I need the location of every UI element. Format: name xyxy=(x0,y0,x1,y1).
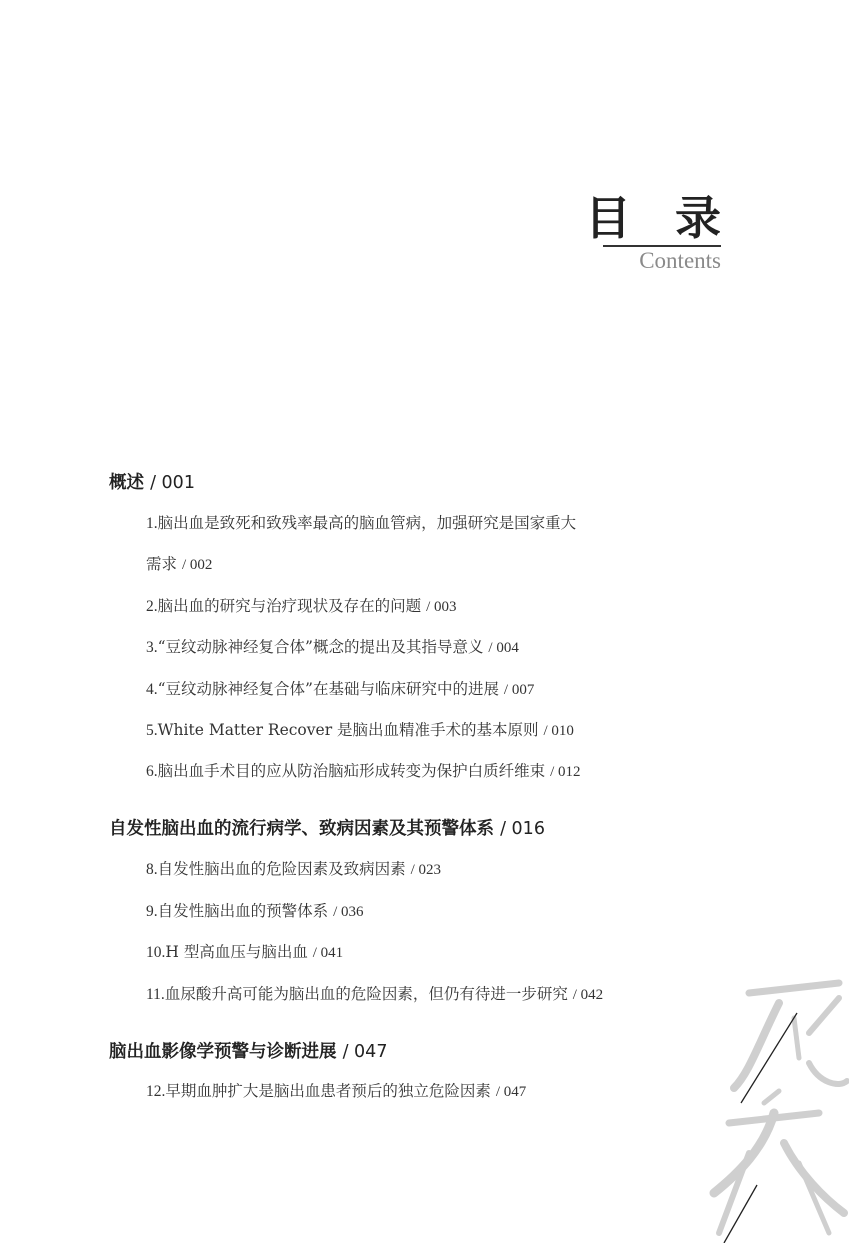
item-page: / 036 xyxy=(333,904,364,920)
item-page: / 007 xyxy=(503,682,535,698)
item-text: 脑出血的研究与治疗现状及存在的问题 xyxy=(157,597,422,615)
item-page: / 041 xyxy=(312,945,344,961)
item-page: / 012 xyxy=(550,764,581,780)
toc-section-3[interactable] xyxy=(109,1038,387,1063)
item-text: 自发性脑出血的危险因素及致病因素 xyxy=(157,860,406,878)
item-page: / 042 xyxy=(572,987,604,1003)
item-number: 6. xyxy=(146,763,158,780)
item-number: 8. xyxy=(146,861,158,878)
item-number: 9. xyxy=(146,903,158,920)
item-number: 12. xyxy=(146,1083,166,1100)
toc-section-2[interactable] xyxy=(109,815,545,840)
item-text: 需求 xyxy=(146,555,178,573)
item-page: / 002 xyxy=(181,557,213,573)
title-block xyxy=(584,191,735,245)
item-text: H 型高血压与脑出血 xyxy=(165,943,308,961)
item-text: 脑出血是致死和致残率最高的脑血管病，加强研究是国家重大 xyxy=(157,514,577,532)
item-text: 自发性脑出血的预警体系 xyxy=(157,902,329,920)
item-text: “豆纹动脉神经复合体”概念的提出及其指导意义 xyxy=(157,638,484,656)
toc-item[interactable] xyxy=(146,857,441,879)
item-number: 1. xyxy=(146,515,158,532)
item-text: White Matter Recover 是脑出血精准手术的基本原则 xyxy=(157,721,539,739)
toc-item[interactable] xyxy=(146,1079,526,1101)
item-page: / 023 xyxy=(410,862,441,878)
title-divider xyxy=(603,245,721,247)
toc-item[interactable] xyxy=(146,552,212,574)
item-page: / 004 xyxy=(488,640,519,656)
toc-item[interactable] xyxy=(146,635,519,657)
section-title: 概述 xyxy=(109,473,144,493)
section-page: / 047 xyxy=(342,1042,388,1062)
item-page: / 003 xyxy=(426,599,457,615)
toc-item[interactable] xyxy=(146,594,457,616)
item-page: / 010 xyxy=(543,723,574,739)
page-subtitle: Contents xyxy=(639,248,721,273)
item-text: 脑出血手术目的应从防治脑疝形成转变为保护白质纤维束 xyxy=(157,762,546,780)
section-page: / 001 xyxy=(150,473,195,493)
calligraphy-watermark-icon xyxy=(689,963,849,1243)
section-title: 自发性脑出血的流行病学、致病因素及其预警体系 xyxy=(109,819,494,839)
toc-item[interactable] xyxy=(146,940,343,962)
toc-section-1[interactable] xyxy=(109,469,195,494)
item-text: 血尿酸升高可能为脑出血的危险因素，但仍有待进一步研究 xyxy=(164,985,568,1003)
item-number: 10. xyxy=(146,944,166,961)
item-number: 3. xyxy=(146,639,158,656)
item-text: 早期血肿扩大是脑出血患者预后的独立危险因素 xyxy=(165,1082,491,1100)
item-number: 2. xyxy=(146,598,158,615)
item-number: 5. xyxy=(146,722,158,739)
toc-item[interactable] xyxy=(146,511,576,533)
item-number: 11. xyxy=(146,986,165,1003)
section-page: / 016 xyxy=(500,819,545,839)
toc-item[interactable] xyxy=(146,677,534,699)
toc-item[interactable] xyxy=(146,759,581,781)
toc-item[interactable] xyxy=(146,718,574,740)
section-title: 脑出血影像学预警与诊断进展 xyxy=(109,1042,337,1062)
item-text: “豆纹动脉神经复合体”在基础与临床研究中的进展 xyxy=(157,680,499,698)
item-number: 4. xyxy=(146,681,158,698)
toc-item[interactable] xyxy=(146,899,364,921)
item-page: / 047 xyxy=(495,1084,527,1100)
toc-item[interactable] xyxy=(146,982,603,1004)
page-title: 目 录 xyxy=(584,191,735,245)
